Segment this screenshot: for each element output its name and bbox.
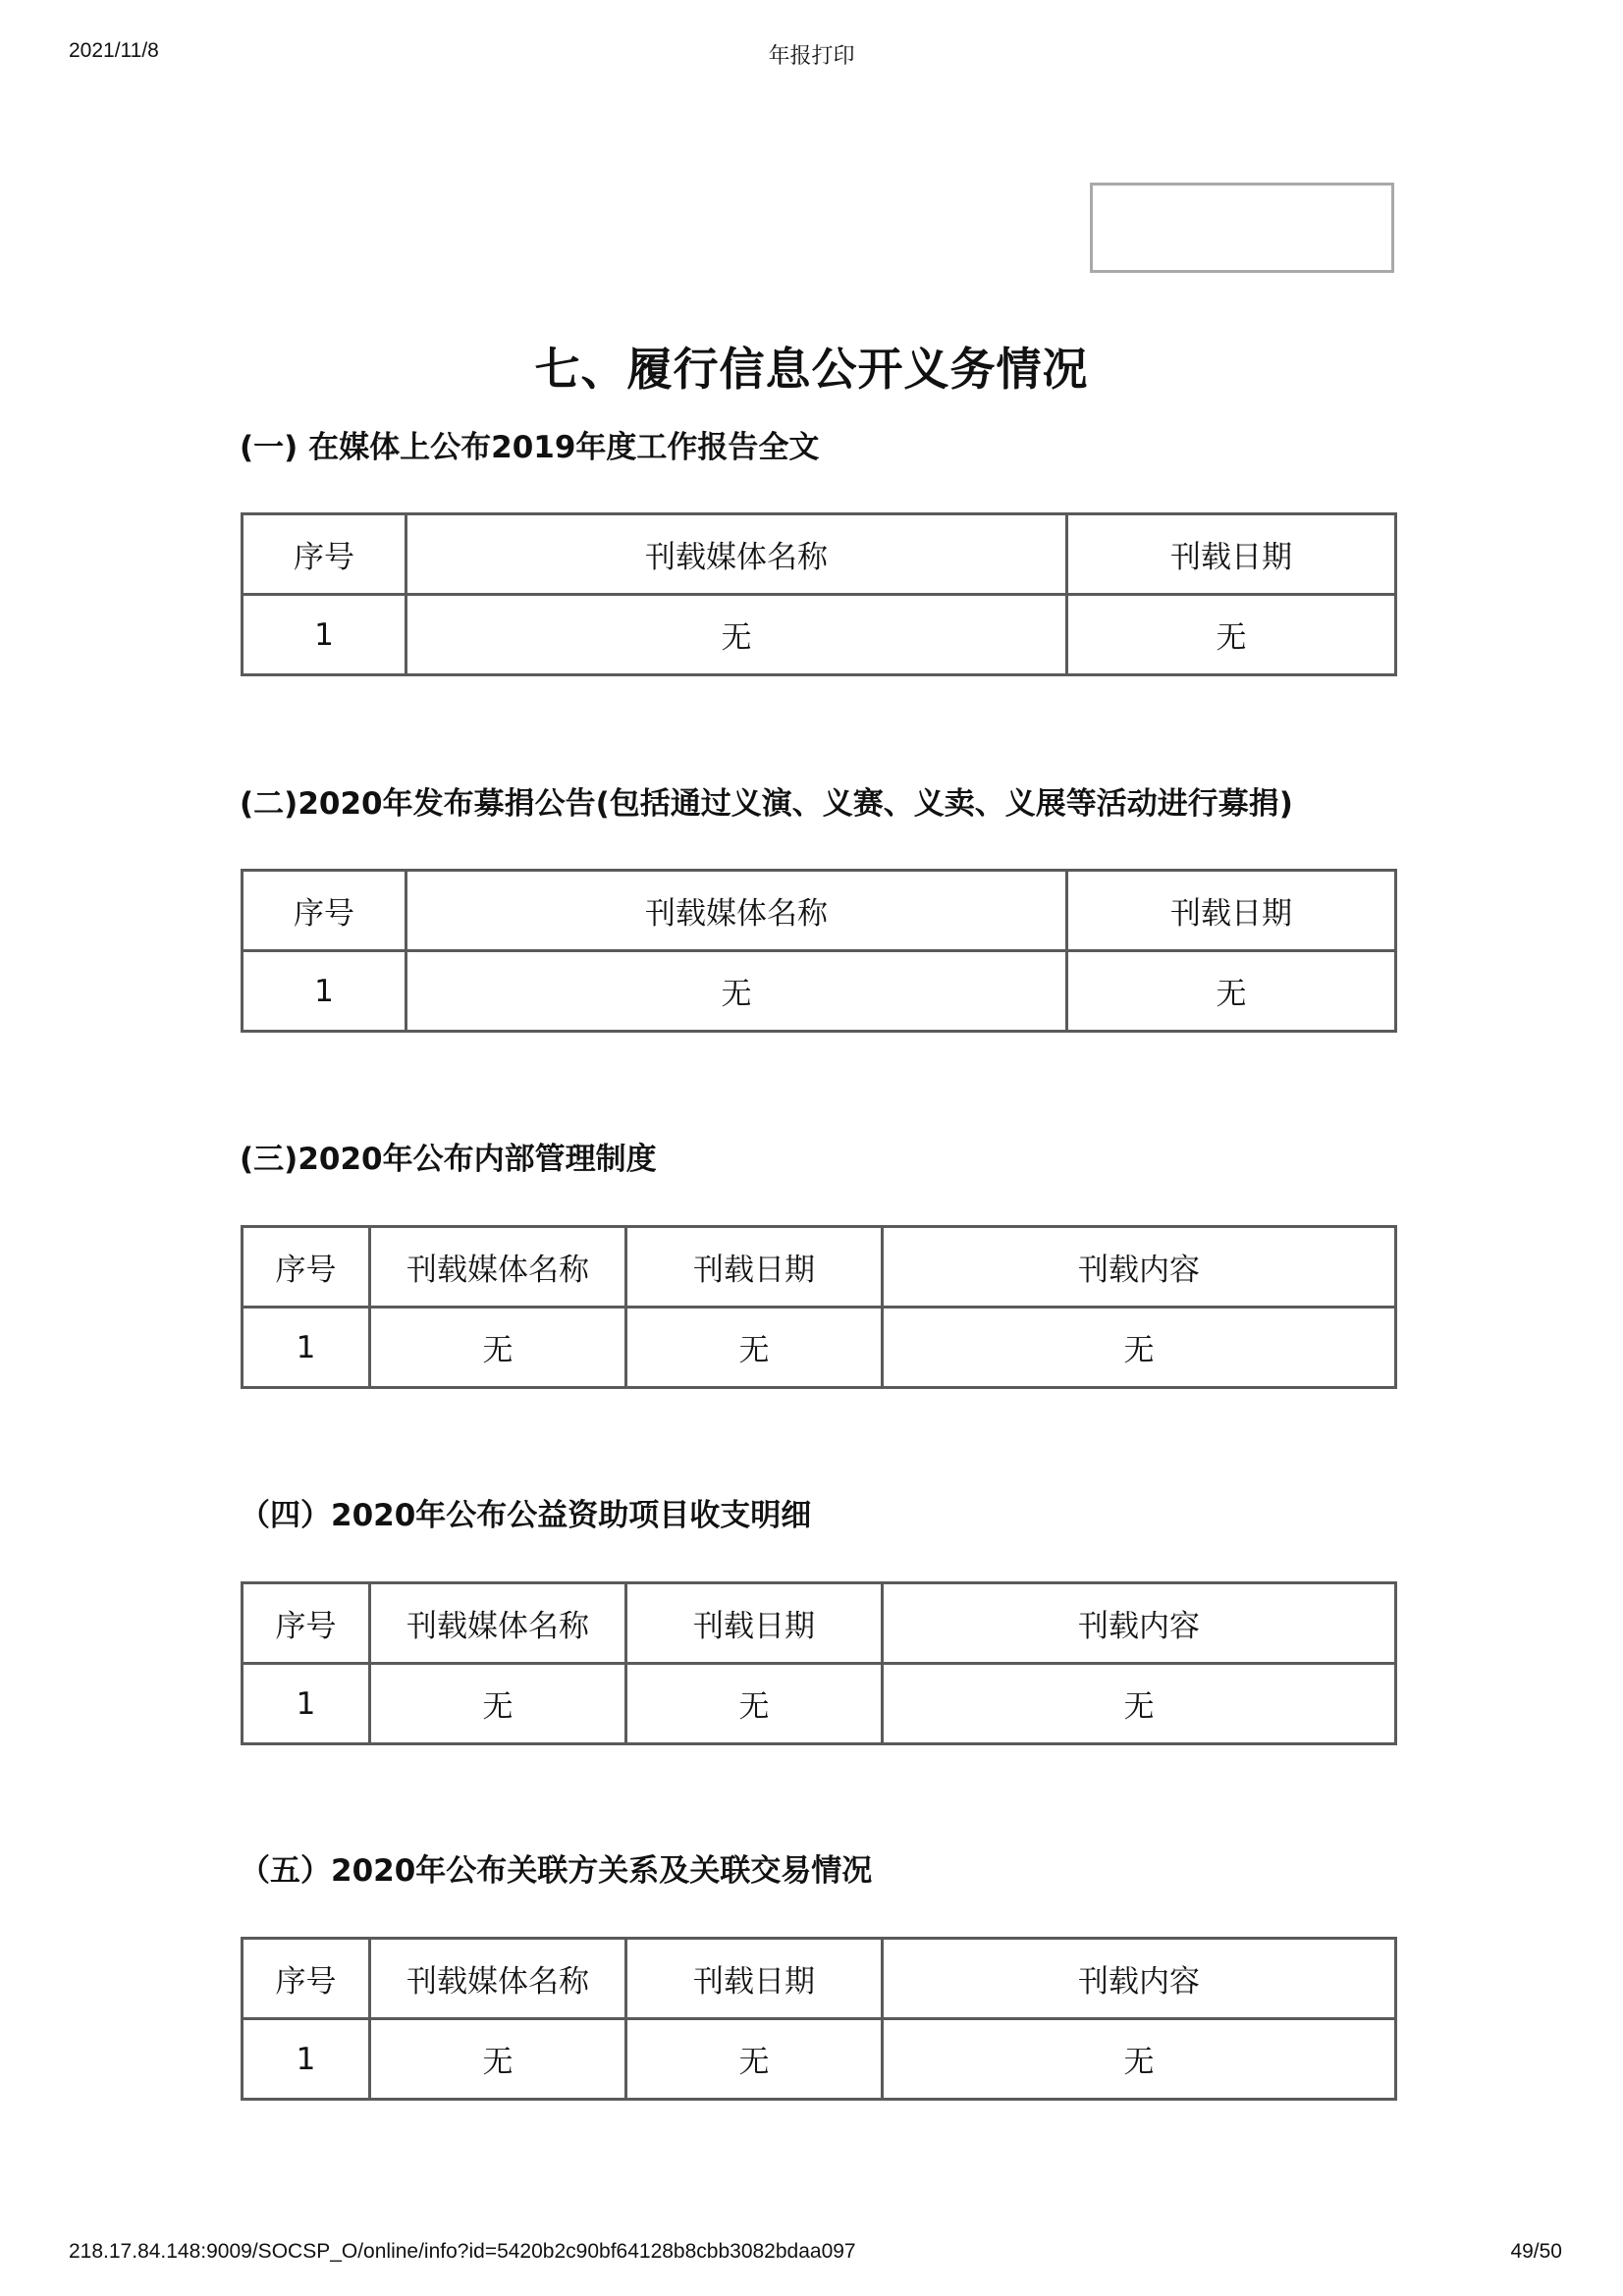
section-title-4: （四）2020年公布公益资助项目收支明细 [240,1498,812,1533]
cell-date: 无 [626,1308,883,1388]
cell-date: 无 [1067,951,1396,1032]
header-cell-media-name: 刊载媒体名称 [370,1583,626,1664]
print-date: 2021/11/8 [69,39,159,62]
header-cell-index: 序号 [243,514,406,595]
page-number: 49/50 [1510,2240,1562,2263]
cell-content: 无 [883,1308,1396,1388]
table-internal-rules [241,1225,1397,1389]
header-cell-date: 刊载日期 [1067,871,1396,951]
cell-content: 无 [883,2019,1396,2100]
cell-date: 无 [626,1664,883,1744]
table-related-party [241,1937,1397,2101]
header-cell-content: 刊载内容 [883,1583,1396,1664]
table-header-row [243,514,1396,595]
stamp-box [1090,183,1394,273]
cell-media-name: 无 [370,1664,626,1744]
cell-index: 1 [243,595,406,675]
header-cell-index: 序号 [243,1939,370,2019]
cell-date: 无 [626,2019,883,2100]
cell-index: 1 [243,2019,370,2100]
header-cell-index: 序号 [243,871,406,951]
cell-media-name: 无 [406,951,1067,1032]
table-row [243,2019,1396,2100]
header-cell-date: 刊载日期 [626,1227,883,1308]
section-title-5: （五）2020年公布关联方关系及关联交易情况 [240,1853,873,1889]
section-title-1: (一) 在媒体上公布2019年度工作报告全文 [240,430,820,465]
header-cell-index: 序号 [243,1227,370,1308]
table-media-report [241,512,1397,676]
table-header-row [243,1583,1396,1664]
section-title-3: (三)2020年公布内部管理制度 [240,1142,657,1177]
table-fundraising-notice [241,869,1397,1033]
header-cell-index: 序号 [243,1583,370,1664]
cell-media-name: 无 [370,2019,626,2100]
table-row [243,951,1396,1032]
header-cell-media-name: 刊载媒体名称 [406,514,1067,595]
table-header-row [243,1939,1396,2019]
print-header-title: 年报打印 [768,44,855,69]
table-header-row [243,1227,1396,1308]
header-cell-media-name: 刊载媒体名称 [370,1227,626,1308]
page-title: 七、履行信息公开义务情况 [534,343,1089,396]
cell-index: 1 [243,1308,370,1388]
cell-media-name: 无 [370,1308,626,1388]
header-cell-date: 刊载日期 [626,1939,883,2019]
cell-date: 无 [1067,595,1396,675]
cell-index: 1 [243,1664,370,1744]
header-cell-content: 刊载内容 [883,1939,1396,2019]
section-title-2: (二)2020年发布募捐公告(包括通过义演、义赛、义卖、义展等活动进行募捐) [240,786,1293,822]
header-cell-media-name: 刊载媒体名称 [406,871,1067,951]
table-header-row [243,871,1396,951]
header-cell-date: 刊载日期 [626,1583,883,1664]
cell-index: 1 [243,951,406,1032]
table-row [243,595,1396,675]
table-row [243,1664,1396,1744]
table-project-finance [241,1581,1397,1745]
header-cell-date: 刊载日期 [1067,514,1396,595]
table-row [243,1308,1396,1388]
header-cell-media-name: 刊载媒体名称 [370,1939,626,2019]
cell-content: 无 [883,1664,1396,1744]
footer-url: 218.17.84.148:9009/SOCSP_O/online/info?id=5420b2c90bf64128b8cbb3082bdaa097 [69,2240,856,2263]
cell-media-name: 无 [406,595,1067,675]
header-cell-content: 刊载内容 [883,1227,1396,1308]
